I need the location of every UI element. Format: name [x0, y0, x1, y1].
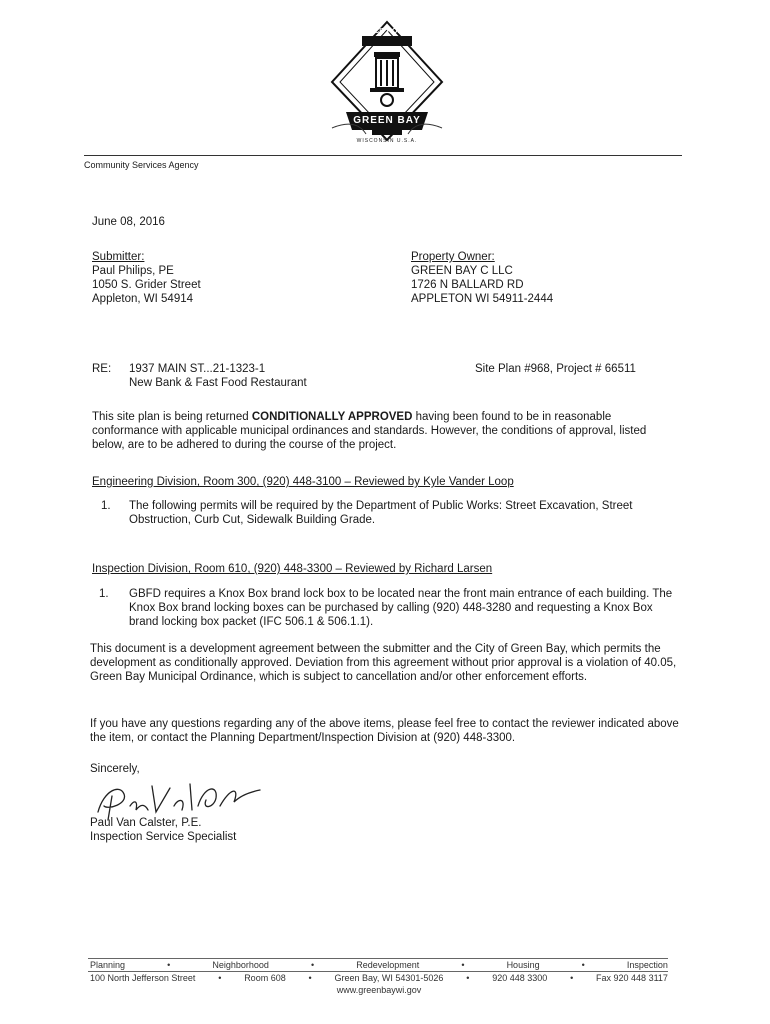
- approval-status: CONDITIONALLY APPROVED: [251, 411, 413, 423]
- seal-top-text: CITY OF: [374, 28, 402, 35]
- footer-dept-redevelopment: Redevelopment: [356, 960, 420, 970]
- re-description: New Bank & Fast Food Restaurant: [129, 377, 307, 389]
- footer-separator: •: [167, 960, 171, 970]
- agreement-paragraph: This document is a development agreement between the submitter and the City of Green Bay, which permits the development as conditionally approved. Deviation from this agreement without prior approval is a violation of 40.05, Green Bay Municipal Ordinance, which is subject to cancellation and/or other enforcement efforts.: [90, 643, 677, 683]
- re-address: 1937 MAIN ST...21-1323-1: [129, 363, 266, 375]
- footer-separator: •: [570, 973, 574, 983]
- owner-block: [411, 250, 553, 306]
- owner-name: GREEN BAY C LLC: [411, 265, 513, 277]
- letter-date: June 08, 2016: [92, 216, 165, 228]
- engineering-heading: Engineering Division, Room 300, (920) 448-3100 – Reviewed by Kyle Vander Loop: [92, 476, 514, 488]
- seal-city-name: GREEN BAY: [353, 115, 421, 126]
- intro-text-end: having been found to be in reasonable conformance with applicable municipal ordinances and standards. However, the conditions of approval, listed below, are to be adhered to during the course of the project.: [92, 411, 647, 451]
- footer-dept-neighborhood: Neighborhood: [212, 960, 269, 970]
- owner-label: Property Owner:: [411, 251, 495, 263]
- footer-dept-inspection: Inspection: [626, 960, 668, 970]
- footer-departments: [90, 960, 668, 970]
- re-label: RE:: [92, 363, 112, 375]
- footer-separator: •: [461, 960, 465, 970]
- inspection-heading: Inspection Division, Room 610, (920) 448-3300 – Reviewed by Richard Larsen: [92, 563, 493, 575]
- signer-name: Paul Van Calster, P.E.: [90, 817, 202, 829]
- owner-city: APPLETON WI 54911-2444: [411, 293, 554, 305]
- footer-room: Room 608: [244, 973, 286, 983]
- engineering-item-number: 1.: [101, 500, 111, 512]
- footer-street: 100 North Jefferson Street: [90, 973, 196, 983]
- city-seal-graphic: [326, 18, 448, 148]
- engineering-item-text: The following permits will be required by the Department of Public Works: Street Excavation, Street Obstruction, Curb Cut, Sidewalk Building Grade.: [129, 500, 633, 526]
- footer-dept-housing: Housing: [506, 960, 540, 970]
- footer-separator: •: [218, 973, 222, 983]
- submitter-label: Submitter:: [92, 251, 145, 263]
- inspection-item-text: GBFD requires a Knox Box brand lock box to be located near the front main entrance of each building. The Knox Box brand locking boxes can be purchased by calling (920) 448-3280 and requesting a Knox Box brand locking box packet (IFC 506.1 & 506.1.1).: [129, 588, 673, 628]
- footer-separator: •: [308, 973, 312, 983]
- header-rule: [84, 155, 682, 156]
- footer-separator: •: [581, 960, 585, 970]
- intro-text-start: This site plan is being returned: [92, 411, 252, 423]
- footer-dept-planning: Planning: [90, 960, 126, 970]
- footer-city: Green Bay, WI 54301-5026: [334, 973, 444, 983]
- footer-middle-rule: [88, 971, 668, 972]
- footer-website[interactable]: www.greenbaywi.gov: [336, 985, 422, 995]
- submitter-city: Appleton, WI 54914: [92, 293, 194, 305]
- footer-fax: Fax 920 448 3117: [596, 973, 668, 983]
- owner-street: 1726 N BALLARD RD: [411, 279, 524, 291]
- footer-top-rule: [88, 958, 668, 959]
- city-seal: [326, 18, 448, 148]
- inspection-item-number: 1.: [99, 588, 109, 600]
- closing: Sincerely,: [90, 763, 140, 775]
- agency-name: Community Services Agency: [84, 160, 199, 170]
- seal-bottom-text: WISCONSIN U.S.A.: [356, 138, 418, 144]
- submitter-street: 1050 S. Grider Street: [92, 279, 201, 291]
- footer-separator: •: [466, 973, 470, 983]
- signer-title: Inspection Service Specialist: [90, 831, 237, 843]
- footer-phone: 920 448 3300: [492, 973, 548, 983]
- submitter-block: [92, 250, 201, 306]
- intro-paragraph: [92, 410, 677, 452]
- submitter-name: Paul Philips, PE: [92, 265, 174, 277]
- questions-paragraph: If you have any questions regarding any of the above items, please feel free to contact the reviewer indicated above the item, or contact the Planning Department/Inspection Division at (920) 448-3300.: [90, 718, 679, 744]
- re-project: Site Plan #968, Project # 66511: [475, 363, 636, 375]
- footer-separator: •: [310, 960, 315, 970]
- footer-address: [90, 973, 668, 983]
